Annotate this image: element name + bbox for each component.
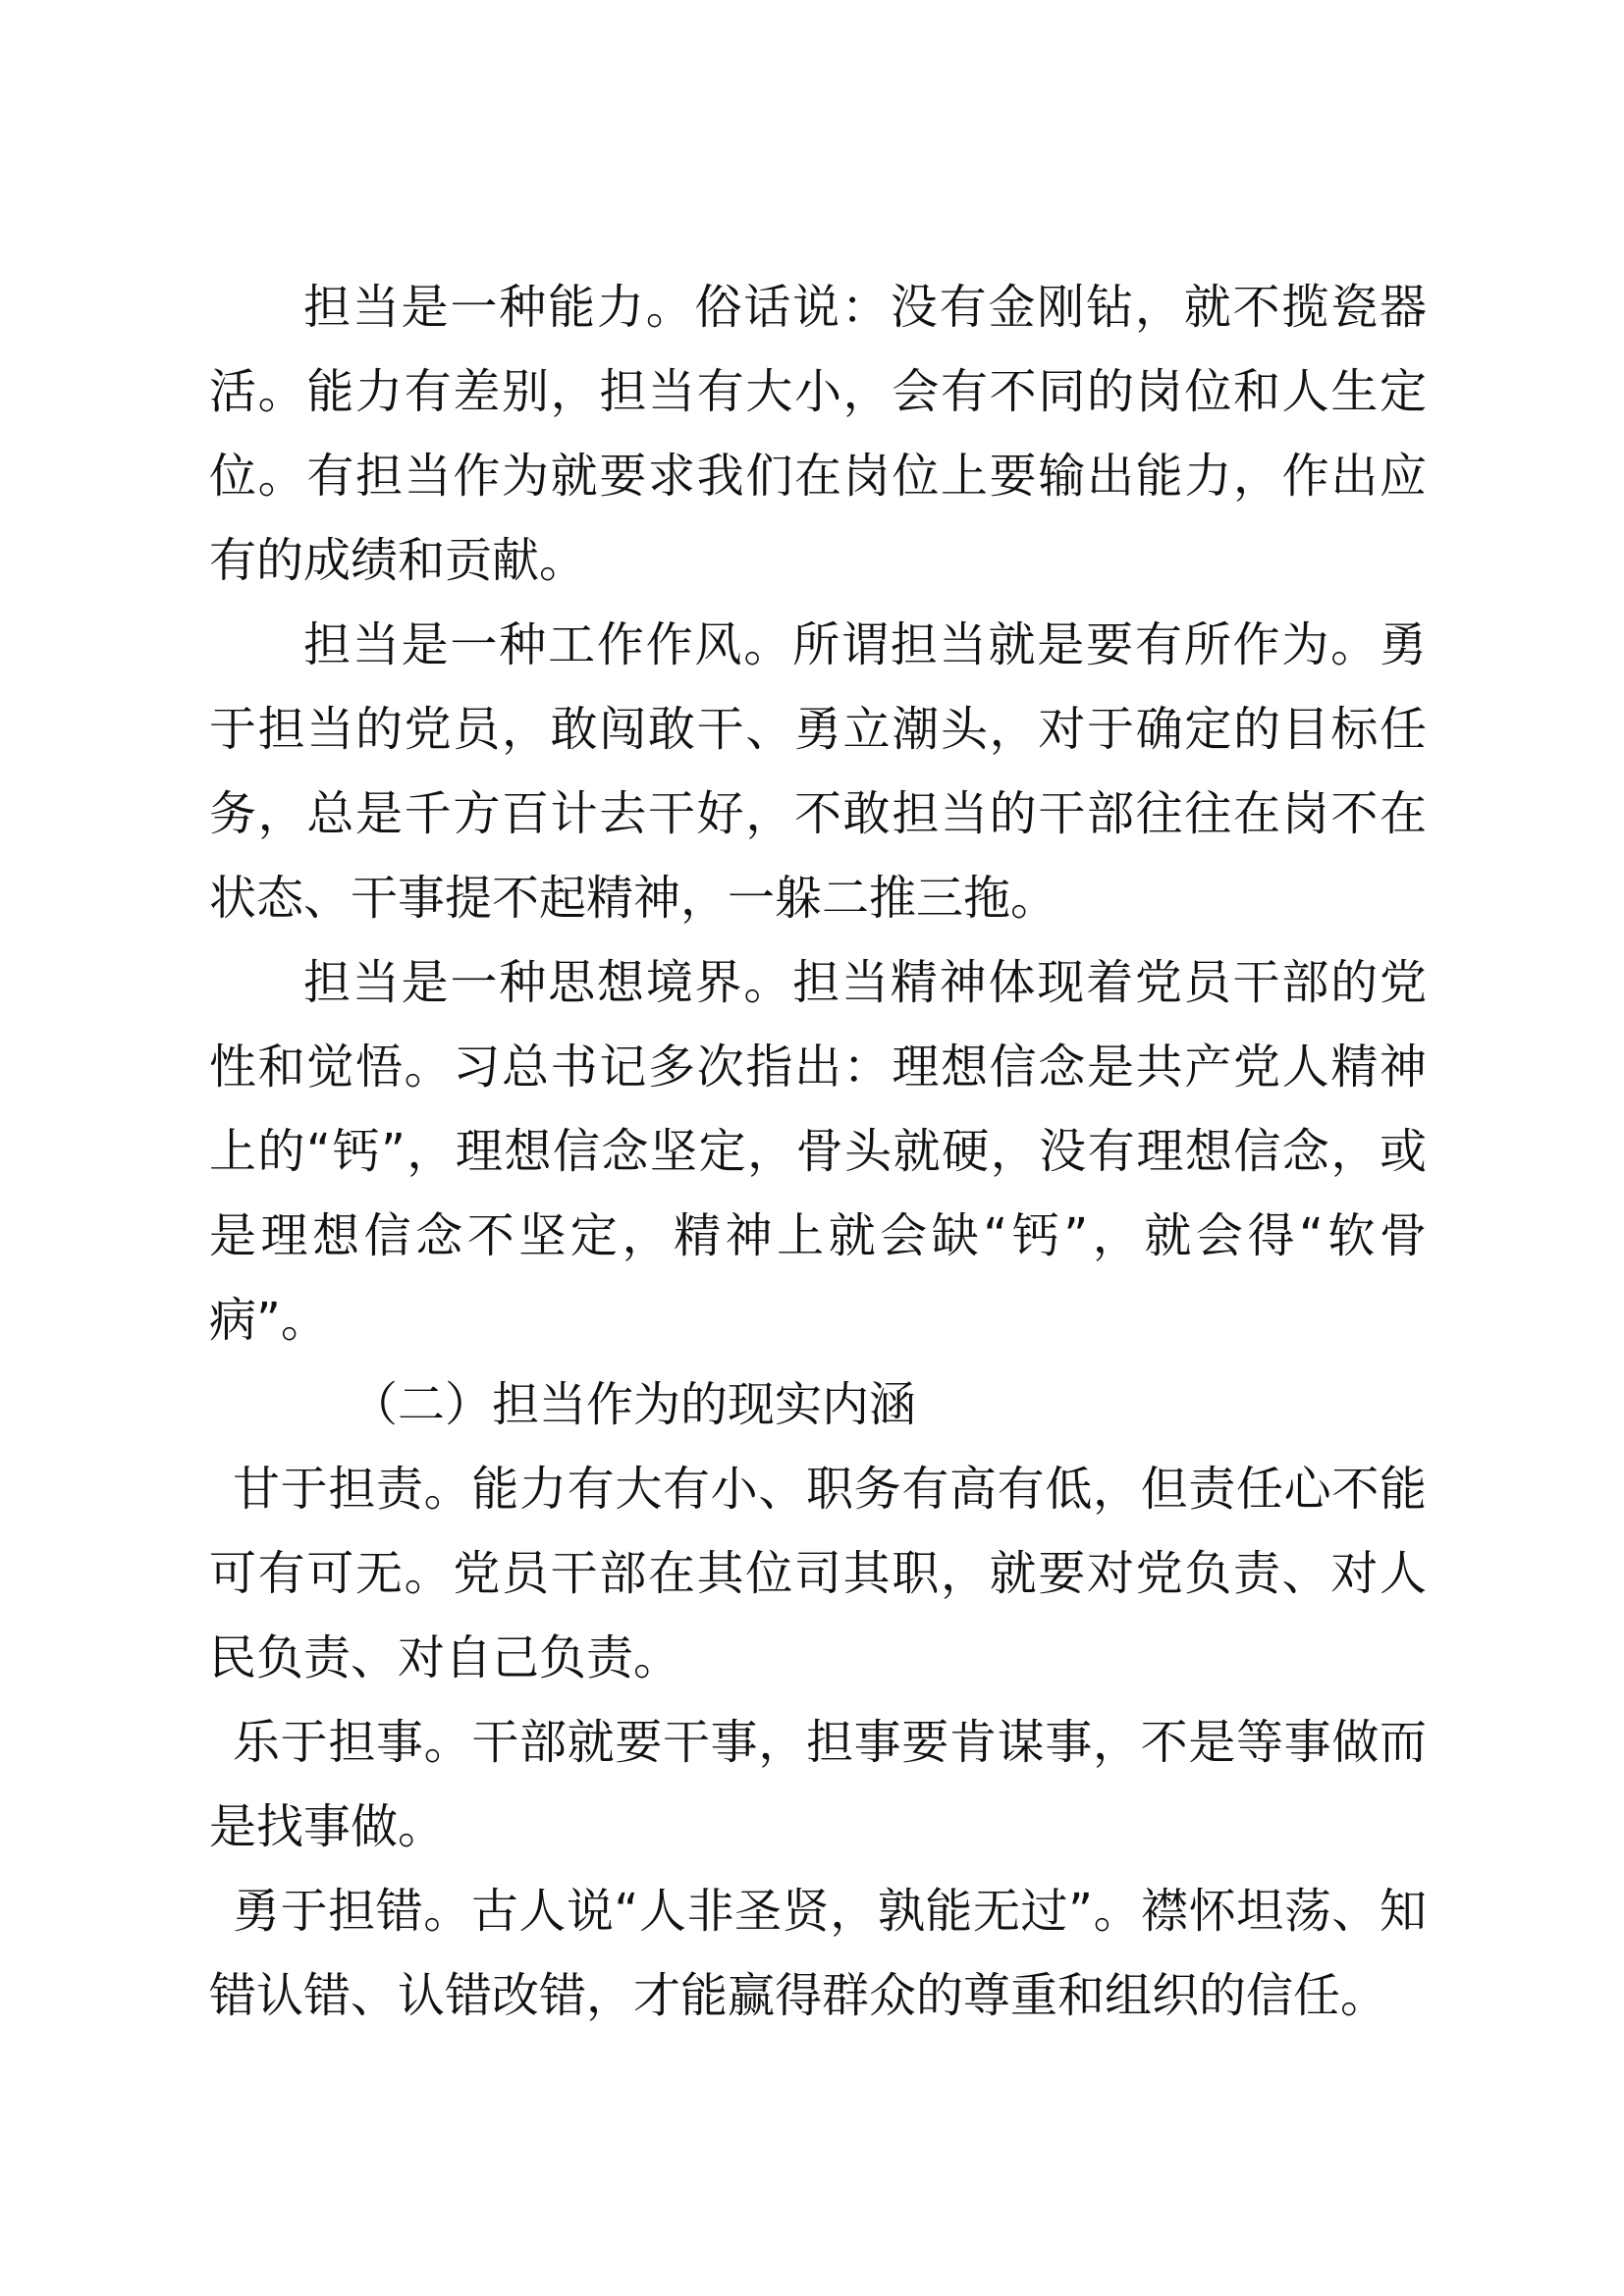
document-body xyxy=(209,265,1427,2038)
section-heading: （二）担当作为的现实内涵 xyxy=(351,1377,917,1432)
item-admit-mistakes: 勇于担错。古人说“人非圣贤，孰能无过”。襟怀坦荡、知错认错、认错改错，才能赢得群众的尊重和组织的信任。 xyxy=(209,1884,1427,2023)
paragraph-ideological-realm: 担当是一种思想境界。担当精神体现着党员干部的党性和觉悟。习总书记多次指出：理想信念是共产党人精神上的“钙”，理想信念坚定，骨头就硬，没有理想信念，或是理想信念不坚定，精神上就会缺“钙”，就会得“软骨病”。 xyxy=(209,955,1427,1348)
item-take-responsibility: 甘于担责。能力有大有小、职务有高有低，但责任心不能可有可无。党员干部在其位司其职，就要对党负责、对人民负责、对自己负责。 xyxy=(209,1462,1427,1685)
item-take-on-tasks: 乐于担事。干部就要干事，担事要肯谋事，不是等事做而是找事做。 xyxy=(209,1715,1427,1854)
paragraph-ability: 担当是一种能力。俗话说：没有金刚钻，就不揽瓷器活。能力有差别，担当有大小，会有不同的岗位和人生定位。有担当作为就要求我们在岗位上要输出能力，作出应有的成绩和贡献。 xyxy=(209,280,1427,588)
paragraph-work-style: 担当是一种工作作风。所谓担当就是要有所作为。勇于担当的党员，敢闯敢干、勇立潮头，对于确定的目标任务，总是千方百计去干好，不敢担当的干部往往在岗不在状态、干事提不起精神，一躲二推三拖。 xyxy=(209,617,1427,926)
